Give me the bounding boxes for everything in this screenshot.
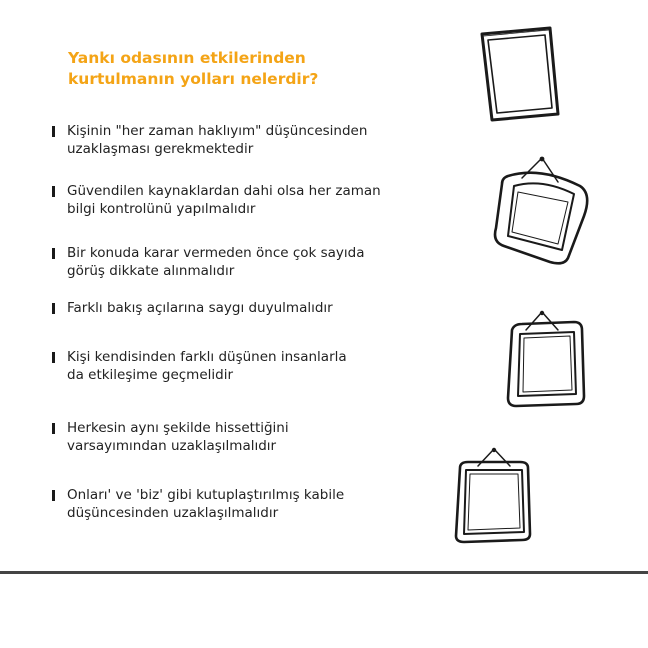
- bullet-icon: [52, 248, 55, 259]
- item-line-1: Herkesin aynı şekilde hissettiğini: [67, 420, 289, 436]
- title-line-2: kurtulmanın yolları nelerdir?: [68, 70, 319, 88]
- item-line-2: varsayımından uzaklaşılmalıdır: [67, 438, 277, 454]
- list-item: [52, 348, 452, 384]
- bullet-icon: [52, 186, 55, 197]
- item-line-1: Kişi kendisinden farklı düşünen insanlarla: [67, 349, 347, 365]
- bullet-icon: [52, 303, 55, 314]
- picture-frame-icon: [472, 22, 568, 126]
- item-line-2: da etkileşime geçmelidir: [67, 367, 234, 383]
- item-line-1: Farklı bakış açılarına saygı duyulmalıdır: [67, 300, 333, 316]
- bullet-icon: [52, 126, 55, 137]
- item-line-1: Onları' ve 'biz' gibi kutuplaştırılmış kabile: [67, 487, 345, 503]
- list-item: [52, 486, 452, 522]
- item-line-1: Kişinin "her zaman haklıyım" düşüncesinden: [67, 123, 368, 139]
- bullet-icon: [52, 352, 55, 363]
- item-line-2: görüş dikkate alınmalıdır: [67, 263, 235, 279]
- bottom-divider: [0, 571, 648, 574]
- bullet-icon: [52, 423, 55, 434]
- picture-frame-icon: [448, 446, 540, 546]
- item-line-1: Bir konuda karar vermeden önce çok sayıda: [67, 245, 365, 261]
- item-line-2: düşüncesinden uzaklaşılmalıdır: [67, 505, 279, 521]
- picture-frame-icon: [498, 308, 594, 412]
- bullet-icon: [52, 490, 55, 501]
- title-line-1: Yankı odasının etkilerinden: [68, 49, 306, 67]
- list-item: [52, 299, 452, 317]
- page-title: [68, 48, 408, 90]
- item-line-1: Güvendilen kaynaklardan dahi olsa her zaman: [67, 183, 381, 199]
- list-item: [52, 182, 452, 218]
- item-line-2: bilgi kontrolünü yapılmalıdır: [67, 201, 256, 217]
- list-item: [52, 419, 452, 455]
- picture-frame-icon: [480, 154, 598, 274]
- list-item: [52, 244, 452, 280]
- list-item: [52, 122, 452, 158]
- item-line-2: uzaklaşması gerekmektedir: [67, 141, 254, 157]
